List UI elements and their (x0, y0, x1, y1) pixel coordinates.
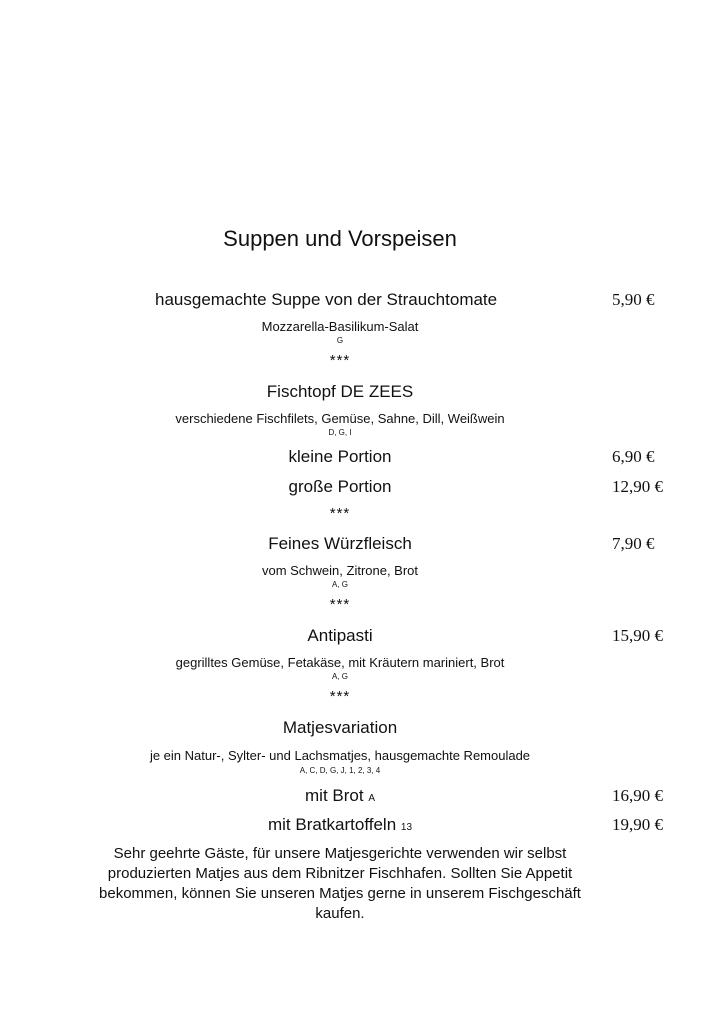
variant-with-fried-potatoes (268, 815, 412, 835)
variant-allergen-fried-potatoes: 13 (400, 822, 413, 833)
price-variant-bread: 16,90 € (612, 786, 663, 805)
dish-description-antipasti: gegrilltes Gemüse, Fetakäse, mit Kräutern mariniert, Brot (175, 655, 505, 670)
variant-label-bread: mit Brot (305, 786, 364, 805)
allergen-codes-matjesvariation: A, C, D, G, J, 1, 2, 3, 4 (299, 766, 381, 775)
portion-label-large: große Portion (288, 477, 392, 496)
allergen-codes-antipasti: A, G (331, 672, 349, 681)
dish-name-antipasti: Antipasti (307, 626, 373, 645)
variant-label-fried-potatoes: mit Bratkartoffeln (267, 815, 397, 834)
dish-description-matjesvariation: je ein Natur-, Sylter- und Lachsmatjes, hausgemachte Remoulade (149, 748, 531, 763)
variant-allergen-bread: A (368, 793, 375, 804)
separator-stars: *** (329, 688, 351, 705)
price-tomato-soup: 5,90 € (612, 290, 655, 309)
dish-description-tomato-soup: Mozzarella-Basilikum-Salat (261, 319, 419, 334)
separator-stars: *** (329, 596, 351, 613)
separator-stars: *** (329, 352, 351, 369)
dish-name-fischtopf: Fischtopf DE ZEES (266, 382, 414, 401)
allergen-codes-tomato-soup: G (336, 336, 344, 345)
price-portion-large: 12,90 € (612, 477, 663, 496)
dish-description-wuerzfleisch: vom Schwein, Zitrone, Brot (261, 563, 419, 578)
price-portion-small: 6,90 € (612, 447, 655, 466)
dish-description-fischtopf: verschiedene Fischfilets, Gemüse, Sahne, Dill, Weißwein (175, 411, 505, 426)
section-title: Suppen und Vorspeisen (223, 226, 457, 251)
price-variant-fried-potatoes: 19,90 € (612, 815, 663, 834)
price-antipasti: 15,90 € (612, 626, 663, 645)
variant-with-bread (305, 786, 375, 806)
dish-name-matjesvariation: Matjesvariation (282, 718, 398, 737)
dish-name-wuerzfleisch: Feines Würzfleisch (268, 534, 412, 553)
price-wuerzfleisch: 7,90 € (612, 534, 655, 553)
portion-label-small: kleine Portion (288, 447, 392, 466)
dish-name-tomato-soup: hausgemachte Suppe von der Strauchtomate (155, 290, 498, 309)
allergen-codes-wuerzfleisch: A, G (331, 580, 349, 589)
allergen-codes-fischtopf: D, G, I (328, 428, 352, 437)
separator-stars: *** (329, 505, 351, 522)
guest-note: Sehr geehrte Gäste, für unsere Matjesgerichte verwenden wir selbst produzierten Matjes aus dem Ribnitzer Fischhafen. Sollten Sie Appetit bekommen, können Sie unseren Matjes gerne in unserem Fischgeschäft kaufen. (99, 845, 581, 922)
